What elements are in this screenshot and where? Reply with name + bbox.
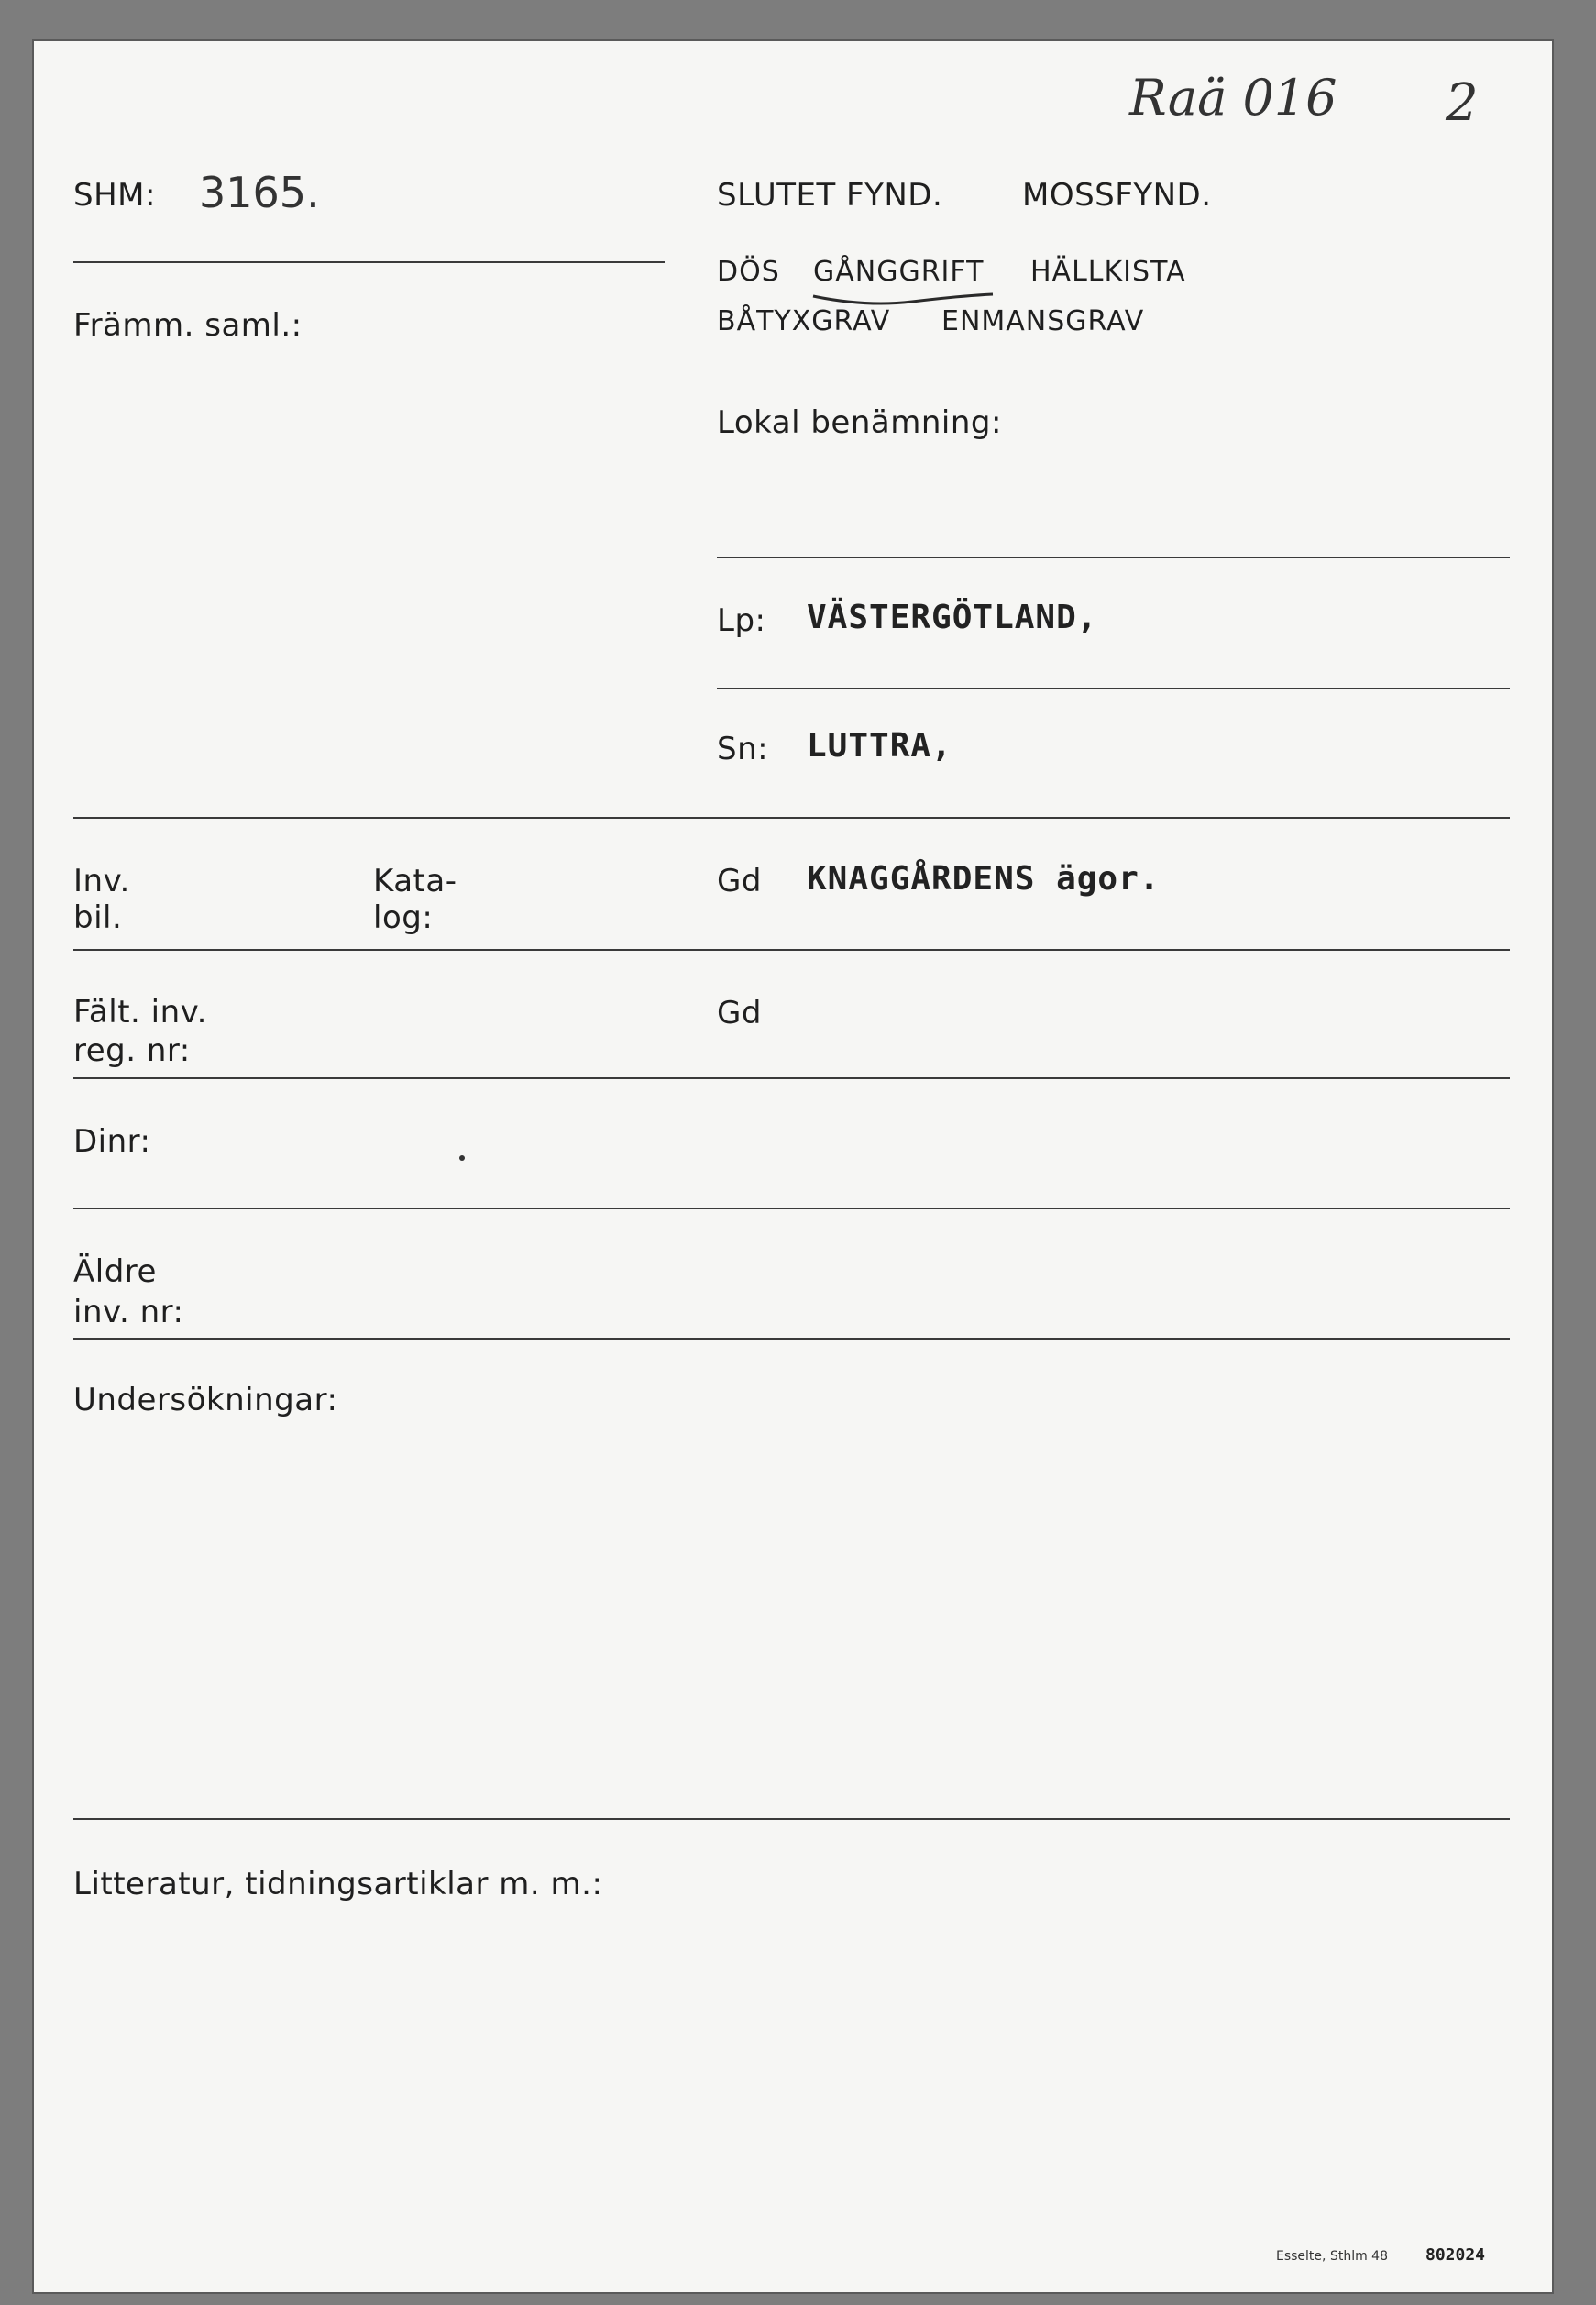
type-batyxgrav: BÅTYXGRAV (717, 305, 891, 337)
mossfynd: MOSSFYND. (1022, 177, 1212, 214)
gd-value: KNAGGÅRDENS ägor. (807, 860, 1161, 898)
slutet-fynd: SLUTET FYND. (717, 177, 943, 214)
falt-inv-line1: Fält. inv. (73, 994, 207, 1031)
gd2-label: Gd (717, 995, 762, 1031)
dinr-label: Dinr: (73, 1123, 151, 1160)
aldre-inv-line2: inv. nr: (73, 1294, 184, 1330)
raa-number-handwritten: Raä 016 (1129, 69, 1337, 127)
divider-shm (73, 261, 665, 263)
divider-lokal (717, 557, 1510, 558)
find-record-card (34, 41, 1552, 2292)
framm-saml-label: Främm. saml.: (73, 307, 303, 344)
katalog-label-line1: Kata- (373, 863, 457, 899)
sn-label: Sn: (717, 731, 769, 767)
divider-undersokningar (73, 1818, 1510, 1820)
ink-dot (459, 1155, 465, 1161)
lp-value: VÄSTERGÖTLAND, (807, 599, 1098, 636)
katalog-label-line2: log: (373, 899, 434, 936)
inv-label-line2: bil. (73, 899, 123, 936)
aldre-inv-label (73, 1252, 183, 1332)
falt-inv-label (73, 993, 207, 1070)
lokal-benamning-label: Lokal benämning: (717, 404, 1002, 441)
litteratur-label: Litteratur, tidningsartiklar m. m.: (73, 1866, 603, 1902)
sn-value: LUTTRA, (807, 727, 952, 765)
type-hallkista: HÄLLKISTA (1030, 256, 1186, 288)
inv-label (73, 863, 130, 936)
katalog-label (373, 863, 457, 936)
form-number: 802024 (1425, 2245, 1486, 2265)
type-dos: DÖS (717, 256, 780, 288)
aldre-inv-line1: Äldre (73, 1253, 157, 1290)
printer-imprint: Esselte, Sthlm 48 (1276, 2249, 1388, 2264)
lp-label: Lp: (717, 602, 766, 639)
divider-falt (73, 1077, 1510, 1079)
divider-lp (717, 688, 1510, 689)
shm-label: SHM: (73, 177, 156, 214)
page-number-handwritten: 2 (1446, 73, 1479, 133)
type-enmansgrav: ENMANSGRAV (941, 305, 1145, 337)
gd-label: Gd (717, 863, 762, 899)
divider-main (73, 817, 1510, 819)
divider-aldre (73, 1338, 1510, 1340)
undersokningar-label: Undersökningar: (73, 1382, 338, 1418)
falt-inv-line2: reg. nr: (73, 1032, 191, 1069)
divider-dinr (73, 1208, 1510, 1209)
inv-label-line1: Inv. (73, 863, 130, 899)
type-ganggrift: GÅNGGRIFT (813, 256, 985, 288)
shm-number: 3165. (199, 168, 320, 217)
divider-inv (73, 949, 1510, 951)
